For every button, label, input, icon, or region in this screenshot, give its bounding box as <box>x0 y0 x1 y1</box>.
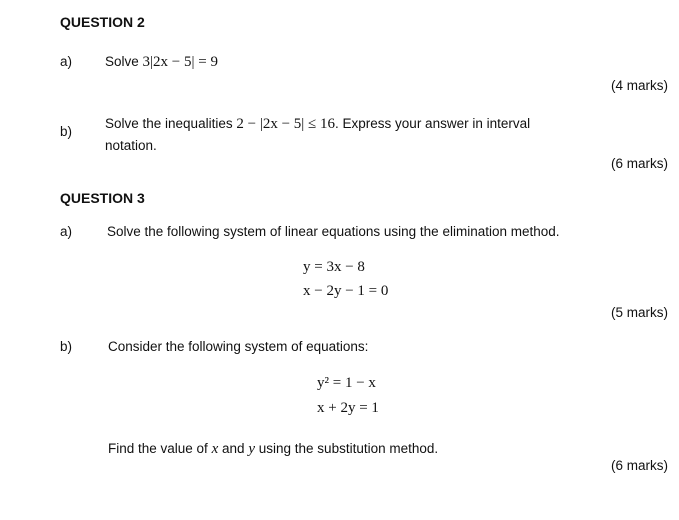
q3b-find-text <box>108 441 438 457</box>
q3a-text: Solve the following system of linear equations using the elimination method. <box>107 224 560 239</box>
q2b-label: b) <box>60 124 73 139</box>
q2b-inequality: 2 − |2x − 5| ≤ 16 <box>236 116 336 132</box>
q2b-instruction: . Express your answer in interval <box>335 116 531 131</box>
question-3-heading: QUESTION 3 <box>60 190 145 206</box>
q2a-equation: 3|2x − 5| = 9 <box>142 54 218 70</box>
q2b-marks: (6 marks) <box>611 156 668 171</box>
q3b-find-part3: using the substitution method. <box>258 441 439 456</box>
q2a-text <box>105 54 218 70</box>
q3a-equation-1: y = 3x − 8 <box>303 259 365 275</box>
q2a-marks: (4 marks) <box>611 78 668 93</box>
q2a-label: a) <box>60 54 73 69</box>
q3b-var-y: y <box>248 441 255 457</box>
q3b-var-x: x <box>211 441 219 457</box>
q3b-marks: (6 marks) <box>611 458 668 473</box>
q3a-marks: (5 marks) <box>611 305 668 320</box>
q3b-find-part1: Find the value of <box>108 441 208 456</box>
question-2-heading: QUESTION 2 <box>60 14 145 30</box>
q2b-text <box>105 116 530 132</box>
q3b-text: Consider the following system of equations: <box>108 339 369 354</box>
q2b-text-line2: notation. <box>105 138 157 153</box>
q3b-equation-2: x + 2y = 1 <box>317 400 379 416</box>
q2b-prompt: Solve the inequalities <box>105 116 233 131</box>
q3b-label: b) <box>60 339 73 354</box>
q3b-find-part2: and <box>222 441 245 456</box>
q3a-label: a) <box>60 224 73 239</box>
q3a-equation-2: x − 2y − 1 = 0 <box>303 283 389 299</box>
q3b-equation-1: y² = 1 − x <box>317 375 376 391</box>
q2a-prompt: Solve <box>105 54 139 69</box>
